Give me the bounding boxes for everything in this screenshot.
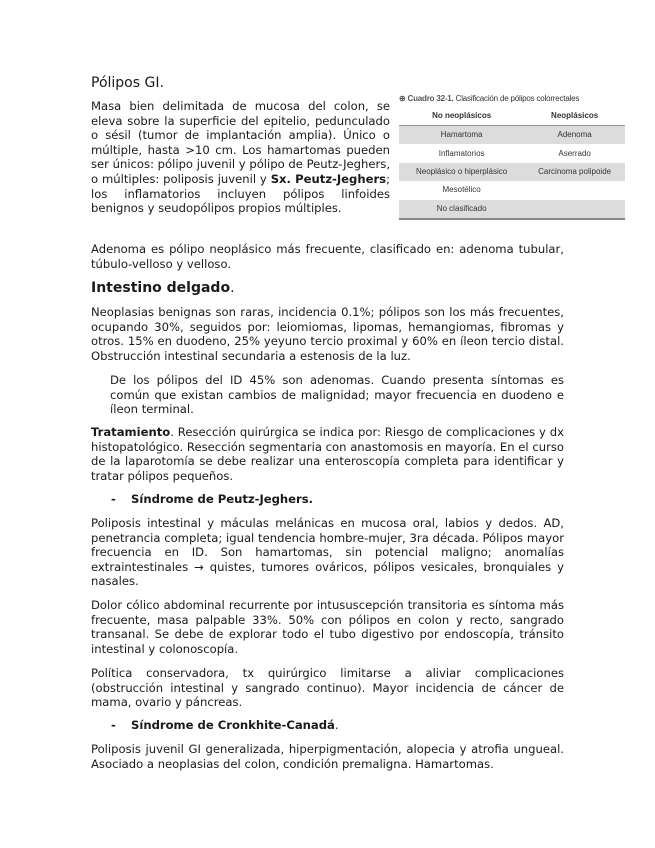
page-title-text: Pólipos GI. [91, 75, 164, 91]
cronkhite-heading-period: . [334, 718, 339, 732]
table-caption-lead: ⊕ Cuadro 32-1. [399, 94, 454, 103]
peutz-text-a: Poliposis intestinal y máculas melánicas en mucosa oral, labios y dedos. AD, penetrancia completa; igual tendencia hombre-mujer, 3ra década. Pólipos mayor frecuencia en ID. Son hamartomas, sin potencial maligno; anomalías extraintestinales [91, 516, 564, 574]
cronkhite-heading [91, 718, 564, 733]
peutz-text-3: Política conservadora, tx quirúrgico limitarse a aliviar complicaciones (obstrucción intestinal y sangrado continuo). Mayor incidencia de cáncer de mama, ovario y páncreas. [91, 666, 564, 710]
section-heading-text: Intestino delgado [91, 280, 231, 296]
table-row [399, 163, 625, 181]
bullet-dash: - [111, 718, 116, 732]
classification-table [399, 107, 625, 220]
table-row [399, 200, 625, 219]
peutz-paragraph-2 [91, 598, 564, 656]
table-header: Neoplásicos [524, 107, 625, 126]
adenomas-text: De los pólipos del ID 45% son adenomas. Cuando presenta síntomas es común que existan cambios de malignidad; mayor frecuencia en duodeno e íleon terminal. [110, 373, 564, 417]
table-cell: Hamartoma [399, 126, 524, 145]
section-heading [91, 280, 564, 297]
neoplasias-paragraph [91, 305, 564, 363]
table-header: No neoplásicos [399, 107, 524, 126]
peutz-paragraph-3 [91, 666, 564, 710]
page-title [91, 75, 391, 92]
table-row [399, 181, 625, 199]
neoplasias-text: Neoplasias benignas son raras, incidencia 0.1%; pólipos son los más frecuentes, ocupando 30%, seguidos por: leiomiomas, lipomas, hemangiomas, fibromas y otros. 15% en duodeno, 25% yeyuno tercio proximal y 60% en íleon tercio distal. Obstrucción intestinal secundaria a estenosis de la luz. [91, 305, 564, 363]
peutz-paragraph-1 [91, 516, 564, 589]
arrow-icon: → [194, 559, 204, 574]
adenomas-paragraph [110, 373, 564, 417]
table-cell: Adenoma [524, 126, 625, 145]
intro-text-b: ; los inflamatorios incluyen pólipos linfoides benignos y seudopólipos propios múltiples. [91, 171, 390, 216]
table-cell: Inflamatorios [438, 148, 485, 158]
table-cell: Aserrado [558, 148, 591, 158]
peutz-heading [91, 492, 564, 507]
intro-text-a: Masa bien delimitada de mucosa del colon, se eleva sobre la superficie del epitelio, pedunculado o sésil (tumor de implantación amplia). Único o múltiple, hasta >10 cm. Los hamartomas pueden ser únicos: pólipo juvenil y pólipo de Peutz-Jeghers, o múltiples: poliposis juvenil y [91, 99, 390, 186]
peutz-heading-text: Síndrome de Peutz-Jeghers. [131, 492, 314, 506]
table-header-row [399, 107, 625, 126]
adenoma-paragraph [91, 242, 564, 271]
peutz-text-b: quistes, tumores ováricos, pólipos vesicales, bronquiales y nasales. [91, 559, 565, 589]
table-cell: Carcinoma polipoide [524, 163, 625, 181]
table-caption [399, 94, 625, 107]
table-cell: Neoplásico o hiperplásico [399, 163, 524, 181]
cronkhite-text: Poliposis juvenil GI generalizada, hiperpigmentación, alopecia y atrofia ungueal. Asociado a neoplasias del colon, condición premaligna. Hamartomas. [91, 742, 564, 771]
table-caption-rest: Clasificación de pólipos colorrectales [453, 94, 580, 103]
table-row [399, 144, 625, 162]
tratamiento-paragraph [91, 425, 564, 483]
section-heading-period: . [230, 280, 235, 296]
bullet-dash: - [111, 492, 116, 506]
classification-table-figure [399, 94, 625, 220]
table-cell: No clasificado [399, 200, 524, 219]
intro-paragraph [91, 99, 390, 216]
adenoma-text: Adenoma es pólipo neoplásico más frecuente, clasificado en: adenoma tubular, túbulo-velloso y velloso. [91, 242, 564, 271]
cronkhite-paragraph [91, 742, 564, 771]
table-cell [524, 200, 625, 219]
intro-bold-term: Sx. Peutz-Jeghers [270, 171, 387, 186]
peutz-text-2: Dolor cólico abdominal recurrente por intususcepción transitoria es síntoma más frecuente, masa palpable 33%. 50% con pólipos en colon y recto, sangrado transanal. Se debe de explorar todo el tubo digestivo por endoscopía, tránsito intestinal y colonoscopía. [91, 598, 564, 656]
table-row [399, 126, 625, 145]
cronkhite-heading-text: Síndrome de Cronkhite-Canadá [131, 718, 335, 732]
table-cell [524, 181, 625, 199]
table-cell: Mesotélico [442, 185, 481, 195]
tratamiento-label: Tratamiento [91, 425, 171, 439]
tratamiento-text: . Resección quirúrgica se indica por: Riesgo de complicaciones y dx histopatológico. Resección segmentaria con anastomosis en mayoría. En el curso de la laparotomía se debe realizar una enteroscopía completa para identificar y tratar pólipos pequeños. [91, 425, 564, 483]
